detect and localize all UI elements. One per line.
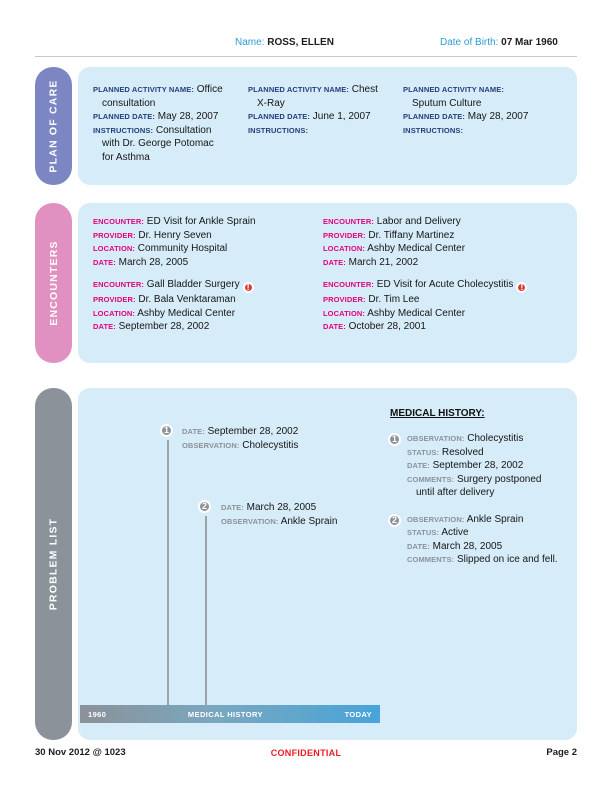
date-label: DATE: (323, 322, 346, 331)
planned-activity-item (248, 83, 380, 185)
location-value: Ashby Medical Center (137, 307, 236, 319)
problem-list-panel (78, 388, 577, 740)
provider-value: Dr. Bala Venktaraman (138, 294, 236, 305)
footer-timestamp: 30 Nov 2012 @ 1023 (35, 747, 126, 758)
instructions-value: Consultation with Dr. George Potomac for Asthma (102, 124, 214, 163)
timeline-stem-1 (167, 440, 169, 705)
observation-label: OBSERVATION: (407, 434, 465, 443)
location-value: Ashby Medical Center (367, 307, 466, 319)
date-label: DATE: (93, 257, 116, 267)
history-marker-1-icon: 1 (388, 433, 401, 446)
planned-date-label: PLANNED DATE: (248, 112, 310, 121)
date-label: DATE: (407, 541, 430, 551)
date-value: September 28, 2002 (118, 321, 210, 332)
date-of-birth-value: 07 Mar 1960 (501, 37, 558, 48)
date-label: DATE: (407, 461, 430, 470)
location-label: LOCATION: (323, 244, 366, 253)
date-label: DATE: (221, 503, 244, 512)
problem-list-tab-label: PROBLEM LIST (47, 517, 60, 611)
instructions-label: INSTRUCTIONS: (248, 125, 309, 135)
timeline-marker-2-icon: 2 (198, 500, 211, 513)
provider-label: PROVIDER: (93, 295, 136, 304)
planned-activity-item (403, 83, 535, 185)
patient-name-label: Name: (235, 37, 265, 48)
encounters-panel (78, 203, 577, 363)
activity-name-label: PLANNED ACTIVITY NAME: (248, 85, 349, 94)
encounter-value: ED Visit for Acute Cholecystitis (376, 279, 514, 290)
encounter-label: ENCOUNTER: (323, 280, 374, 289)
encounter-item (93, 215, 323, 269)
date-value: September 28, 2002 (432, 460, 524, 471)
encounter-value: Labor and Delivery (376, 216, 461, 227)
date-value: March 28, 2005 (432, 540, 503, 552)
observation-value: Ankle Sprain (466, 513, 524, 525)
encounter-label: ENCOUNTER: (93, 217, 144, 226)
provider-label: PROVIDER: (323, 230, 366, 240)
timeline-marker-1-icon: 1 (160, 424, 173, 437)
date-value: October 28, 2001 (348, 321, 426, 332)
observation-label: OBSERVATION: (407, 514, 465, 524)
encounters-tab (35, 203, 72, 363)
location-label: LOCATION: (93, 244, 136, 253)
instructions-label: INSTRUCTIONS: (93, 125, 154, 135)
location-value: Ashby Medical Center (367, 243, 466, 254)
location-value: Community Hospital (137, 243, 228, 254)
activity-name-value: Office consultation (102, 84, 223, 109)
plan-of-care-panel (78, 67, 577, 185)
status-value: Resolved (441, 446, 484, 458)
comments-value: Surgery postponed until after delivery (416, 473, 542, 498)
provider-value: Dr. Tim Lee (368, 294, 420, 305)
instructions-label: INSTRUCTIONS: (403, 125, 464, 135)
planned-date-value: May 28, 2007 (467, 111, 529, 122)
status-label: STATUS: (407, 528, 440, 537)
date-label: DATE: (182, 427, 205, 436)
comments-label: COMMENTS: (407, 555, 455, 564)
location-label: LOCATION: (323, 308, 366, 318)
activity-name-value: Sputum Culture (412, 97, 482, 109)
planned-date-label: PLANNED DATE: (93, 112, 155, 121)
confidential-label: CONFIDENTIAL (270, 748, 342, 758)
encounter-value: Gall Bladder Surgery (146, 279, 240, 290)
medical-history (388, 408, 573, 567)
alert-icon: ! (243, 282, 254, 293)
comments-label: COMMENTS: (407, 474, 455, 484)
planned-date-value: May 28, 2007 (157, 111, 219, 122)
date-value: March 21, 2002 (348, 256, 419, 268)
page-number: Page 2 (546, 747, 577, 758)
date-label: DATE: (93, 322, 116, 331)
observation-value: Ankle Sprain (280, 516, 338, 527)
location-label: LOCATION: (93, 308, 136, 318)
timeline-end-label: TODAY (344, 709, 372, 719)
observation-value: Cholecystitis (242, 440, 299, 451)
provider-label: PROVIDER: (323, 295, 366, 304)
timeline-point-1 (182, 425, 298, 453)
encounter-value: ED Visit for Ankle Sprain (146, 216, 256, 227)
date-value: September 28, 2002 (207, 426, 299, 437)
encounter-item (93, 278, 323, 334)
planned-date-value: June 1, 2007 (312, 111, 371, 122)
planned-date-label: PLANNED DATE: (403, 112, 465, 121)
timeline-point-2 (221, 501, 337, 529)
medical-history-heading: MEDICAL HISTORY: (390, 408, 485, 419)
date-of-birth (440, 37, 558, 48)
encounter-label: ENCOUNTER: (93, 280, 144, 289)
status-value: Active (441, 527, 469, 538)
encounter-item (323, 215, 573, 269)
provider-label: PROVIDER: (93, 230, 136, 240)
alert-icon: ! (516, 282, 527, 293)
medical-history-item (388, 432, 573, 500)
timeline-center-label: MEDICAL HISTORY (187, 709, 263, 719)
timeline-axis (80, 705, 380, 723)
timeline-start-label: 1960 (88, 709, 107, 719)
plan-of-care-tab-label: PLAN OF CARE (47, 79, 60, 173)
encounter-label: ENCOUNTER: (323, 217, 374, 226)
patient-name (235, 37, 334, 48)
status-label: STATUS: (407, 447, 440, 457)
plan-of-care-tab (35, 67, 72, 185)
provider-value: Dr. Tiffany Martinez (368, 229, 455, 241)
observation-label: OBSERVATION: (221, 517, 279, 526)
problem-list-tab (35, 388, 72, 740)
timeline-stem-2 (205, 516, 207, 705)
provider-value: Dr. Henry Seven (138, 229, 212, 241)
encounter-item (323, 278, 573, 334)
observation-value: Cholecystitis (467, 433, 524, 444)
patient-name-value: ROSS, ELLEN (267, 37, 334, 48)
history-marker-2-icon: 2 (388, 514, 401, 527)
encounters-tab-label: ENCOUNTERS (47, 240, 60, 326)
header-divider (35, 56, 577, 57)
comments-value: Slipped on ice and fell. (456, 554, 558, 565)
planned-activity-item (93, 83, 225, 185)
date-value: March 28, 2005 (246, 502, 317, 513)
medical-history-item (388, 513, 573, 567)
date-value: March 28, 2005 (118, 256, 189, 268)
activity-name-label: PLANNED ACTIVITY NAME: (403, 85, 504, 94)
date-of-birth-label: Date of Birth: (440, 37, 499, 48)
activity-name-value: Chest X-Ray (257, 84, 378, 109)
observation-label: OBSERVATION: (182, 441, 240, 450)
activity-name-label: PLANNED ACTIVITY NAME: (93, 85, 194, 94)
date-label: DATE: (323, 257, 346, 267)
